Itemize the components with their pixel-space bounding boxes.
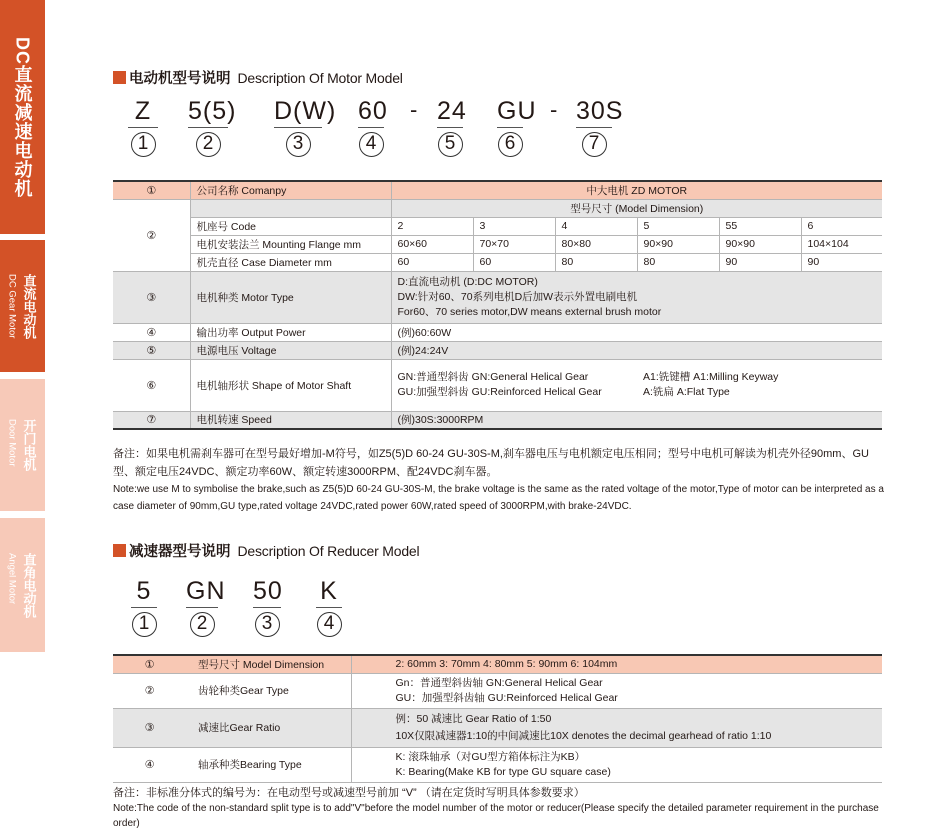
row-value-left (391, 359, 637, 411)
row-label: 电机安装法兰 Mounting Flange mm (190, 235, 391, 253)
motor-section-title (113, 67, 403, 88)
cell: 90×90 (637, 235, 719, 253)
value-line: K: 滚珠轴承（对GU型方箱体标注为KB） (395, 750, 586, 763)
table-row (113, 235, 882, 253)
sidebar-item-cn: 开门电机 (21, 419, 37, 471)
code-number-circle: 7 (582, 132, 607, 157)
reducer-code-part (253, 578, 281, 637)
row-number: ① (113, 181, 190, 199)
table-row (113, 359, 882, 411)
row-label: 电机转速 Speed (190, 411, 391, 429)
sidebar (0, 0, 45, 831)
table-row (113, 271, 882, 323)
section-marker-icon (113, 544, 126, 557)
code-value: GN (186, 578, 218, 608)
cell: 2 (391, 217, 473, 235)
motor-code-part (497, 97, 537, 157)
code-number-circle: 2 (190, 612, 215, 637)
reducer-model-table (113, 654, 882, 783)
row-label: 电机轴形状 Shape of Motor Shaft (190, 359, 391, 411)
cell: 80 (637, 253, 719, 271)
cell: 60 (473, 253, 555, 271)
motor-note (113, 445, 888, 515)
value-line: Gn：普通型斜齿轴 GN:General Helical Gear (395, 676, 603, 689)
code-value: 5 (131, 578, 157, 608)
code-number-circle: 3 (286, 132, 311, 157)
row-number: ③ (113, 708, 186, 747)
cell: 6 (801, 217, 882, 235)
dimension-header: 型号尺寸 (Model Dimension) (391, 199, 882, 217)
note-cn: 备注：如果电机需刹车器可在型号最好增加-M符号，如Z5(5)D 60-24 GU-30S-M,刹车器电压与电机额定电压相同；型号中电机可解读为机壳外径90mm、GU型、额定电压24VDC、额定功率60W、额定转速3000RPM、配24VDC刹车器。 (113, 448, 869, 478)
row-label: 电机种类 Motor Type (190, 271, 391, 323)
value-line: 10X仅限减速器1:10的中间减速比10X denotes the decimal gearhead of ratio 1:10 (395, 729, 772, 742)
code-value: 30S (576, 98, 612, 128)
row-number: ⑥ (113, 359, 190, 411)
code-value: 60 (358, 98, 384, 128)
cell: 104×104 (801, 235, 882, 253)
sidebar-item-en: DC Gear Motor (6, 273, 18, 338)
cell: 3 (473, 217, 555, 235)
table-row (113, 323, 882, 341)
row-number: ② (113, 673, 186, 708)
table-row (113, 253, 882, 271)
cell: 90 (719, 253, 801, 271)
row-label: 机壳直径 Case Diameter mm (190, 253, 391, 271)
row-value: 2: 60mm 3: 70mm 4: 80mm 5: 90mm 6: 104mm (351, 655, 882, 673)
table-row (113, 673, 882, 708)
sidebar-item-en: Angel Motor (6, 552, 18, 604)
motor-code-part (576, 97, 624, 157)
table-row (113, 708, 882, 747)
table-row (113, 199, 882, 217)
cell: 90 (801, 253, 882, 271)
code-number-circle: 4 (359, 132, 384, 157)
sidebar-tab-angel-motor[interactable] (0, 518, 45, 652)
value-line: K: Bearing(Make KB for type GU square case) (395, 765, 611, 778)
sidebar-tab-door-motor[interactable] (0, 379, 45, 511)
row-number: ③ (113, 271, 190, 323)
row-number: ⑤ (113, 341, 190, 359)
value-line: GU:加强型斜齿 GU:Reinforced Helical Gear (397, 386, 602, 398)
motor-code-part (188, 97, 237, 157)
code-value: GU (497, 98, 523, 128)
cell: 5 (637, 217, 719, 235)
sidebar-item-cn: 直角电动机 (21, 552, 37, 618)
row-value (391, 271, 882, 323)
motor-code-part (274, 97, 337, 157)
table-row (113, 655, 882, 673)
value-line: D:直流电动机 (D:DC MOTOR) (397, 275, 538, 288)
code-number-circle: 6 (498, 132, 523, 157)
reducer-title-en: Description Of Reducer Model (237, 542, 420, 559)
sidebar-item-cn: 直流电动机 (21, 273, 37, 339)
value-line: DW:针对60、70系列电机D后加W表示外置电刷电机 (397, 290, 638, 303)
section-marker-icon (113, 71, 126, 84)
row-label: 输出功率 Output Power (190, 323, 391, 341)
row-number: ① (113, 655, 186, 673)
motor-title-cn: 电动机型号说明 (129, 71, 231, 87)
table-row (113, 341, 882, 359)
cell: 80 (555, 253, 637, 271)
code-number-circle: 4 (317, 612, 342, 637)
row-value: (例)30S:3000RPM (391, 411, 882, 429)
sidebar-item-en: Door Motor (6, 419, 18, 467)
row-value (351, 673, 882, 708)
code-number-circle: 5 (438, 132, 463, 157)
code-value: 5(5) (188, 98, 228, 128)
value-line: 例：50 减速比 Gear Ratio of 1:50 (395, 712, 552, 725)
motor-model-table (113, 180, 882, 430)
note-cn: 备注：非标准分体式的编号为：在电动型号或减速型号前加 “V” （请在定货时写明具体参数要求） (113, 787, 585, 799)
value-line: For60、70 series motor,DW means external brush motor (397, 305, 662, 318)
row-value: (例)60:60W (391, 323, 882, 341)
cell: 4 (555, 217, 637, 235)
row-number: ⑦ (113, 411, 190, 429)
row-value: (例)24:24V (391, 341, 882, 359)
sidebar-tab-dc-gear-motor-active[interactable] (0, 0, 45, 234)
reducer-code-part (131, 578, 157, 637)
reducer-code-part (186, 577, 226, 637)
motor-code-part (128, 98, 158, 157)
cell: 60 (391, 253, 473, 271)
note-en: Note:The code of the non-standard split type is to add"V"before the model number of the motor or reducer(Please specify the detailed parameter requirement in the purchase order) (113, 803, 879, 829)
value-line: A:铣扁 A:Flat Type (643, 386, 730, 398)
sidebar-active-label: DC直流减速电动机 (12, 36, 33, 198)
cell: 70×70 (473, 235, 555, 253)
row-number: ④ (113, 323, 190, 341)
code-number-circle: 1 (132, 612, 157, 637)
row-label: 轴承种类Bearing Type (186, 747, 351, 782)
row-label: 机座号 Code (190, 217, 391, 235)
code-number-circle: 1 (131, 132, 156, 157)
code-value: K (316, 578, 342, 608)
code-number-circle: 3 (255, 612, 280, 637)
row-number: ④ (113, 747, 186, 782)
code-separator: - (410, 97, 418, 122)
table-row (113, 181, 882, 199)
row-label-empty (190, 199, 391, 217)
cell: 90×90 (719, 235, 801, 253)
cell: 60×60 (391, 235, 473, 253)
row-value (351, 747, 882, 782)
row-label: 减速比Gear Ratio (186, 708, 351, 747)
table-row (113, 411, 882, 429)
code-value: 50 (253, 578, 281, 608)
value-line: GU：加强型斜齿轴 GU:Reinforced Helical Gear (395, 691, 618, 704)
sidebar-tab-dc-gear-motor[interactable] (0, 240, 45, 372)
table-row (113, 217, 882, 235)
row-label: 电源电压 Voltage (190, 341, 391, 359)
reducer-title-cn: 减速器型号说明 (129, 544, 231, 560)
motor-code-part (437, 97, 467, 157)
code-value: D(W) (274, 98, 322, 128)
cell: 55 (719, 217, 801, 235)
code-value: Z (128, 98, 158, 128)
row-label: 型号尺寸 Model Dimension (186, 655, 351, 673)
code-separator: - (550, 97, 558, 122)
reducer-note (113, 785, 888, 831)
reducer-section-title (113, 540, 419, 561)
row-number: ② (113, 199, 190, 271)
code-value: 24 (437, 98, 463, 128)
row-value-right (637, 359, 882, 411)
row-value: 中大电机 ZD MOTOR (391, 181, 882, 199)
row-label: 公司名称 Comanpy (190, 181, 391, 199)
value-line: GN:普通型斜齿 GN:General Helical Gear (397, 371, 589, 383)
motor-title-en: Description Of Motor Model (237, 69, 403, 86)
reducer-code-part (316, 578, 342, 637)
table-row (113, 747, 882, 782)
note-en: Note:we use M to symbolise the brake,such as Z5(5)D 60-24 GU-30S-M, the brake voltage is the same as the rated voltage of the motor,Type of motor can be interpreted as a case diameter of 90mm,GU type,rated voltage 24VDC,rated power 60W,rated speed of 3000RPM,with brake-24VDC. (113, 484, 884, 512)
row-label: 齿轮种类Gear Type (186, 673, 351, 708)
motor-code-part (358, 97, 388, 157)
value-line: A1:铣键槽 A1:Milling Keyway (643, 371, 779, 383)
cell: 80×80 (555, 235, 637, 253)
row-value (351, 708, 882, 747)
code-number-circle: 2 (196, 132, 221, 157)
